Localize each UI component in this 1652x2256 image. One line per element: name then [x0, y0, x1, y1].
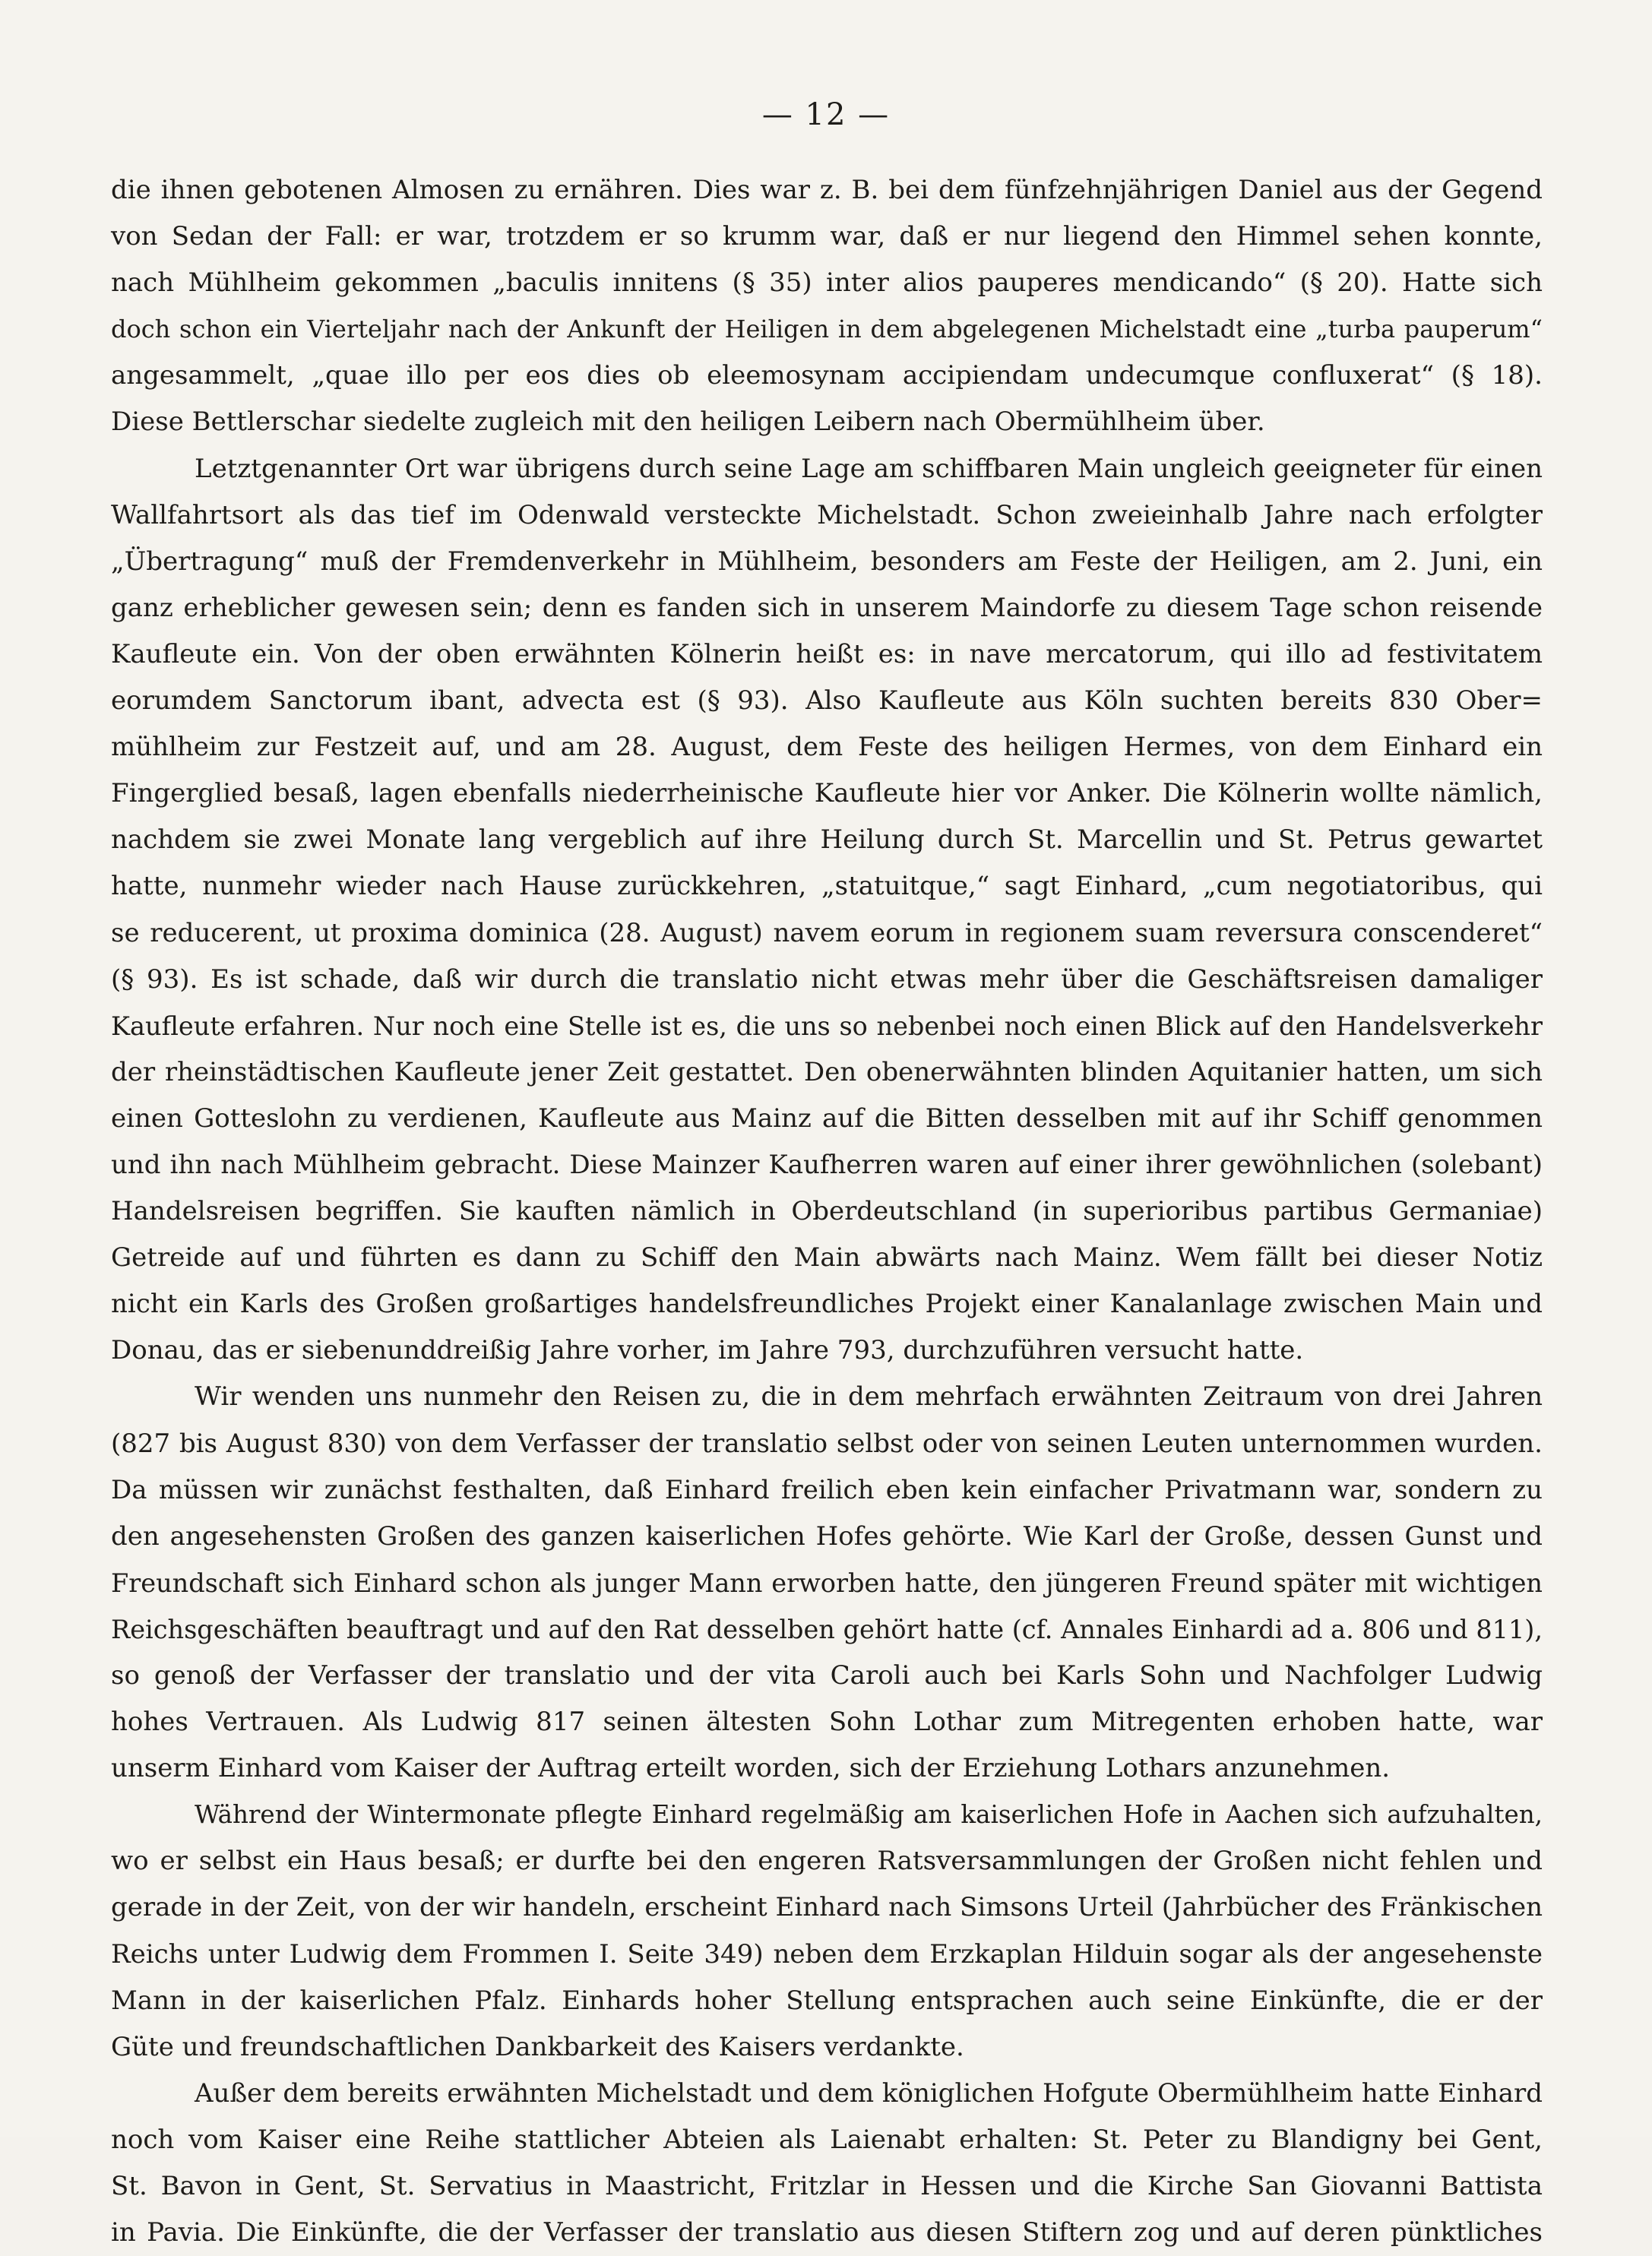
text-line: Fingerglied besaß, lagen ebenfalls niederrheinische Kaufleute hier vor Anker. Die Kölnerin wollte nämlich,	[111, 778, 1543, 809]
text-line: noch vom Kaiser eine Reihe stattlicher Abteien als Laienabt erhalten: St. Peter zu Blandigny bei Gent,	[111, 2124, 1543, 2155]
text-line: Diese Bettlerschar siedelte zugleich mit den heiligen Leibern nach Obermühlheim über.	[111, 407, 1265, 438]
text-line: Reichsgeschäften beauftragt und auf den Rat desselben gehört hatte (cf. Annales Einhardi ad a. 806 und 811),	[111, 1614, 1543, 1644]
text-line: se reducerent, ut proxima dominica (28. August) navem eorum in regionem suam reversura conscenderet“	[111, 917, 1543, 948]
text-line: Güte und freundschaftlichen Dankbarkeit des Kaisers verdankte.	[111, 2031, 964, 2062]
text-line: Wallfahrtsort als das tief im Odenwald versteckte Michelstadt. Schon zweieinhalb Jahre nach erfolgter	[111, 499, 1543, 530]
text-line: und ihn nach Mühlheim gebracht. Diese Mainzer Kaufherren waren auf einer ihrer gewöhnlichen (solebant)	[111, 1149, 1543, 1180]
text-line: mühlheim zur Festzeit auf, und am 28. August, dem Feste des heiligen Hermes, von dem Einhard ein	[111, 732, 1543, 763]
text-line: Kaufleute ein. Von der oben erwähnten Kölnerin heißt es: in nave mercatorum, qui illo ad festivitatem	[111, 638, 1543, 669]
page-number: — 12 —	[761, 97, 891, 132]
text-line: Freundschaft sich Einhard schon als junger Mann erworben hatte, den jüngeren Freund später mit wichtigen	[111, 1568, 1543, 1598]
text-line: angesammelt, „quae illo per eos dies ob eleemosynam accipiendam undecumque confluxerat“ (§ 18).	[111, 360, 1543, 391]
text-line: Handelsreisen begriffen. Sie kauften nämlich in Oberdeutschland (in superioribus partibus Germaniae)	[111, 1196, 1543, 1227]
text-line: einen Gotteslohn zu verdienen, Kaufleute aus Mainz auf die Bitten desselben mit auf ihr Schiff genommen	[111, 1103, 1543, 1134]
text-line: „Übertragung“ muß der Fremdenverkehr in Mühlheim, besonders am Feste der Heiligen, am 2. Juni, ein	[111, 546, 1543, 577]
text-line: Donau, das er siebenunddreißig Jahre vorher, im Jahre 793, durchzuführen versucht hatte.	[111, 1335, 1304, 1366]
text-line: gerade in der Zeit, von der wir handeln, erscheint Einhard nach Simsons Urteil (Jahrbücher des Fränkischen	[111, 1892, 1543, 1923]
text-line: Reichs unter Ludwig dem Frommen I. Seite 349) neben dem Erzkaplan Hilduin sogar als der angesehenste	[111, 1938, 1543, 1970]
text-line: die ihnen gebotenen Almosen zu ernähren. Dies war z. B. bei dem fünfzehnjährigen Daniel aus der Gegend	[111, 175, 1543, 205]
body-text	[111, 167, 1543, 2256]
text-line: Mann in der kaiserlichen Pfalz. Einhards hoher Stellung entsprachen auch seine Einkünfte, die er der	[111, 1985, 1543, 2016]
text-line: (§ 93). Es ist schade, daß wir durch die translatio nicht etwas mehr über die Geschäftsreisen damaliger	[111, 963, 1543, 995]
text-line: eorumdem Sanctorum ibant, advecta est (§ 93). Also Kaufleute aus Köln suchten bereits 830 Ober=	[111, 685, 1543, 717]
text-line: hohes Vertrauen. Als Ludwig 817 seinen ältesten Sohn Lothar zum Mitregenten erhoben hatte, war	[111, 1707, 1543, 1738]
text-line: Kaufleute erfahren. Nur noch eine Stelle ist es, die uns so nebenbei noch einen Blick auf den Handelsverkehr	[111, 1011, 1543, 1041]
text-line: Letztgenannter Ort war übrigens durch seine Lage am schiffbaren Main ungleich geeigneter für einen	[195, 453, 1543, 484]
text-line: Außer dem bereits erwähnten Michelstadt und dem königlichen Hofgute Obermühlheim hatte Einhard	[195, 2077, 1543, 2109]
text-line: den angesehensten Großen des ganzen kaiserlichen Hofes gehörte. Wie Karl der Große, dessen Gunst und	[111, 1520, 1543, 1552]
text-line: (827 bis August 830) von dem Verfasser der translatio selbst oder von seinen Leuten unternommen wurden.	[111, 1428, 1543, 1459]
text-line: nicht ein Karls des Großen großartiges handelsfreundliches Projekt einer Kanalanlage zwischen Main und	[111, 1289, 1543, 1320]
text-line: doch schon ein Vierteljahr nach der Ankunft der Heiligen in dem abgelegenen Michelstadt eine „turba pauperum“	[111, 315, 1543, 344]
text-line: unserm Einhard vom Kaiser der Auftrag erteilt worden, sich der Erziehung Lothars anzunehmen.	[111, 1753, 1391, 1784]
text-line: nachdem sie zwei Monate lang vergeblich auf ihre Heilung durch St. Marcellin und St. Petrus gewartet	[111, 824, 1543, 856]
text-line: Wir wenden uns nunmehr den Reisen zu, die in dem mehrfach erwähnten Zeitraum von drei Jahren	[195, 1381, 1543, 1413]
text-line: ganz erheblicher gewesen sein; denn es fanden sich in unserem Maindorfe zu diesem Tage schon reisende	[111, 592, 1543, 623]
text-line: Während der Wintermonate pflegte Einhard regelmäßig am kaiserlichen Hofe in Aachen sich aufzuhalten,	[195, 1800, 1543, 1830]
text-line: hatte, nunmehr wieder nach Hause zurückkehren, „statuitque,“ sagt Einhard, „cum negotiatoribus, qui	[111, 871, 1543, 902]
text-line: nach Mühlheim gekommen „baculis innitens (§ 35) inter alios pauperes mendicando“ (§ 20). Hatte sich	[111, 267, 1543, 299]
text-line: wo er selbst ein Haus besaß; er durfte bei den engeren Ratsversammlungen der Großen nicht fehlen und	[111, 1846, 1543, 1877]
text-line: Getreide auf und führten es dann zu Schiff den Main abwärts nach Mainz. Wem fällt bei dieser Notiz	[111, 1242, 1543, 1274]
text-line: von Sedan der Fall: er war, trotzdem er so krumm war, daß er nur liegend den Himmel sehen konnte,	[111, 221, 1543, 252]
text-line: St. Bavon in Gent, St. Servatius in Maastricht, Fritzlar in Hessen und die Kirche San Giovanni Battista	[111, 2171, 1543, 2202]
text-line: so genoß der Verfasser der translatio und der vita Caroli auch bei Karls Sohn und Nachfolger Ludwig	[111, 1660, 1543, 1691]
text-line: Da müssen wir zunächst festhalten, daß Einhard freilich eben kein einfacher Privatmann war, sondern zu	[111, 1474, 1543, 1505]
text-line: der rheinstädtischen Kaufleute jener Zeit gestattet. Den obenerwähnten blinden Aquitanier hatten, um sich	[111, 1056, 1543, 1087]
text-line: in Pavia. Die Einkünfte, die der Verfasser der translatio aus diesen Stiftern zog und auf deren pünktliches	[111, 2217, 1543, 2248]
